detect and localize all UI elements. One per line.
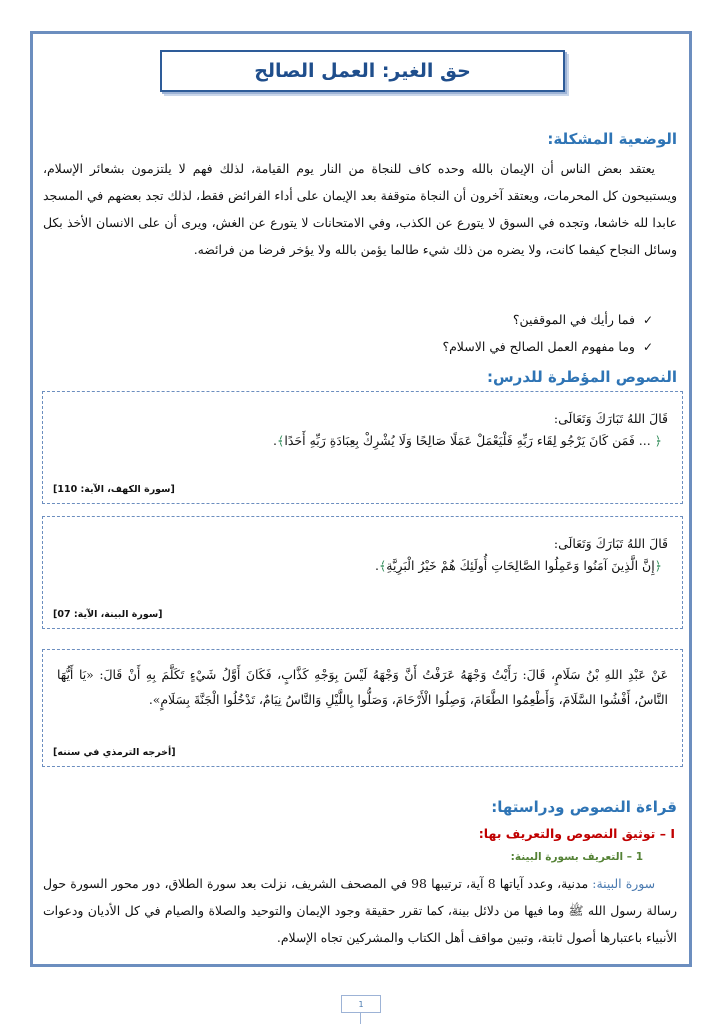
- verse-text: إِنَّ الَّذِينَ آمَنُوا وَعَمِلُوا الصَّالِحَاتِ أُولَئِكَ هُمْ خَيْرُ الْبَرِيَّةِ: [386, 558, 655, 573]
- page-title: حق الغير: العمل الصالح: [254, 60, 471, 82]
- study-heading: قراءة النصوص ودراستها:: [491, 798, 677, 816]
- quran-quote-box: [42, 516, 683, 629]
- problem-heading: الوضعية المشكلة:: [547, 130, 677, 148]
- page-number: 1: [341, 995, 381, 1013]
- page-number-tick: [360, 1013, 361, 1024]
- hadith-box: [42, 649, 683, 767]
- question-item: [513, 309, 653, 331]
- checkmark-icon: ✓: [642, 340, 653, 354]
- question-item: [442, 336, 653, 358]
- problem-text: يعتقد بعض الناس أن الإيمان بالله وحده كاف للنجاة من النار يوم القيامة، لذلك فهم لا يلتزمون بشعائر الإسلام، ويستبيحون كل المحرمات، ويعتقد آخرون أن النجاة متوقفة بعد الإيمان على أداء الفرائض فقط، لذلك تجد بعضهم في المسجد عابدا لله خاشعا، وتجده في السوق لا يتورع عن الكذب، وفي الامتحانات لا يتورع عن الغش، ويرى أن على الانسان الأخذ بكل وسائل النجاح كيفما كانت، ولا يضره من ذلك شيء طالما يؤمن بالله ولا يؤخر فرضا من فرائضه.: [43, 161, 677, 257]
- quote-intro: قَالَ اللهُ تَبَارَكَ وَتَعَالَى:: [553, 536, 668, 551]
- hadith-reference: [أخرجه الترمذي في سننه]: [53, 747, 176, 758]
- quote-reference: [سورة الكهف، الآية: 110]: [53, 484, 175, 495]
- hadith-text: عَنْ عَبْدِ اللهِ بْنُ سَلَامٍ، قَالَ: رَأَيْتُ وَجْهَهُ عَرَفْتُ أَنَّ وَجْهَهُ لَيْسَ بِوَجْهِ كَذَّابٍ، فَكَانَ أَوَّلُ شَيْءٍ تَكَلَّمَ بِهِ أَنْ قَالَ: «يَا أَيُّهَا النَّاسُ، أَفْشُوا السَّلَامَ، وَأَطْعِمُوا الطَّعَامَ، وَصِلُوا الْأَرْحَامَ، وَصَلُّوا بِاللَّيْلِ وَالنَّاسُ نِيَامٌ، تَدْخُلُوا الْجَنَّةَ بِسَلَامٍ».: [57, 667, 668, 707]
- documentation-subheading: I – توثيق النصوص والتعريف بها:: [478, 826, 675, 841]
- quote-text: [57, 555, 668, 577]
- question-text: فما رأيك في الموقفين؟: [512, 312, 635, 327]
- quran-quote-box: [42, 391, 683, 504]
- surah-term: سورة البينة:: [592, 876, 655, 891]
- checkmark-icon: ✓: [642, 313, 653, 327]
- quote-text: [57, 430, 668, 452]
- quote-intro: قَالَ اللهُ تَبَارَكَ وَتَعَالَى:: [553, 411, 668, 426]
- bracket-close: ﴾: [378, 558, 387, 573]
- quote-reference: [سورة البينة، الآية: 07]: [53, 609, 163, 620]
- bracket-open: ﴿: [654, 558, 662, 573]
- verse-text: ... فَمَن كَانَ يَرْجُو لِقَاء رَبِّهِ فَلْيَعْمَلْ عَمَلًا صَالِحًا وَلَا يُشْرِكْ بِعِبَادَةِ رَبِّهِ أَحَدًا: [284, 433, 655, 448]
- study-text: مدنية، وعدد آياتها 8 آية، ترتيبها 98 في المصحف الشريف، نزلت بعد سورة الطلاق، دور محور السورة حول رسالة رسول الله ﷺ وما فيها من دلائل بينة، كما تقرر حقيقة وجود الإيمان والتوحيد والصلاة والصيام في كل الأديان ودعوات الأنبياء باعتبارها أصول ثابتة، وتبين مواقف أهل الكتاب والمشركين تجاه الإسلام.: [43, 876, 677, 945]
- verse-end: .: [273, 433, 278, 448]
- page-frame: [30, 31, 692, 967]
- study-paragraph: [43, 870, 677, 951]
- bracket-open: ﴿: [654, 433, 662, 448]
- title-box: [160, 50, 565, 92]
- bracket-close: ﴾: [277, 433, 285, 448]
- verse-end: .: [374, 558, 379, 573]
- texts-heading: النصوص المؤطرة للدرس:: [486, 368, 677, 386]
- page-content: [33, 34, 689, 964]
- surah-intro-subheading: 1 – التعريف بسورة البينة:: [510, 851, 643, 863]
- question-text: وما مفهوم العمل الصالح في الاسلام؟: [442, 339, 635, 354]
- problem-paragraph: [43, 155, 677, 263]
